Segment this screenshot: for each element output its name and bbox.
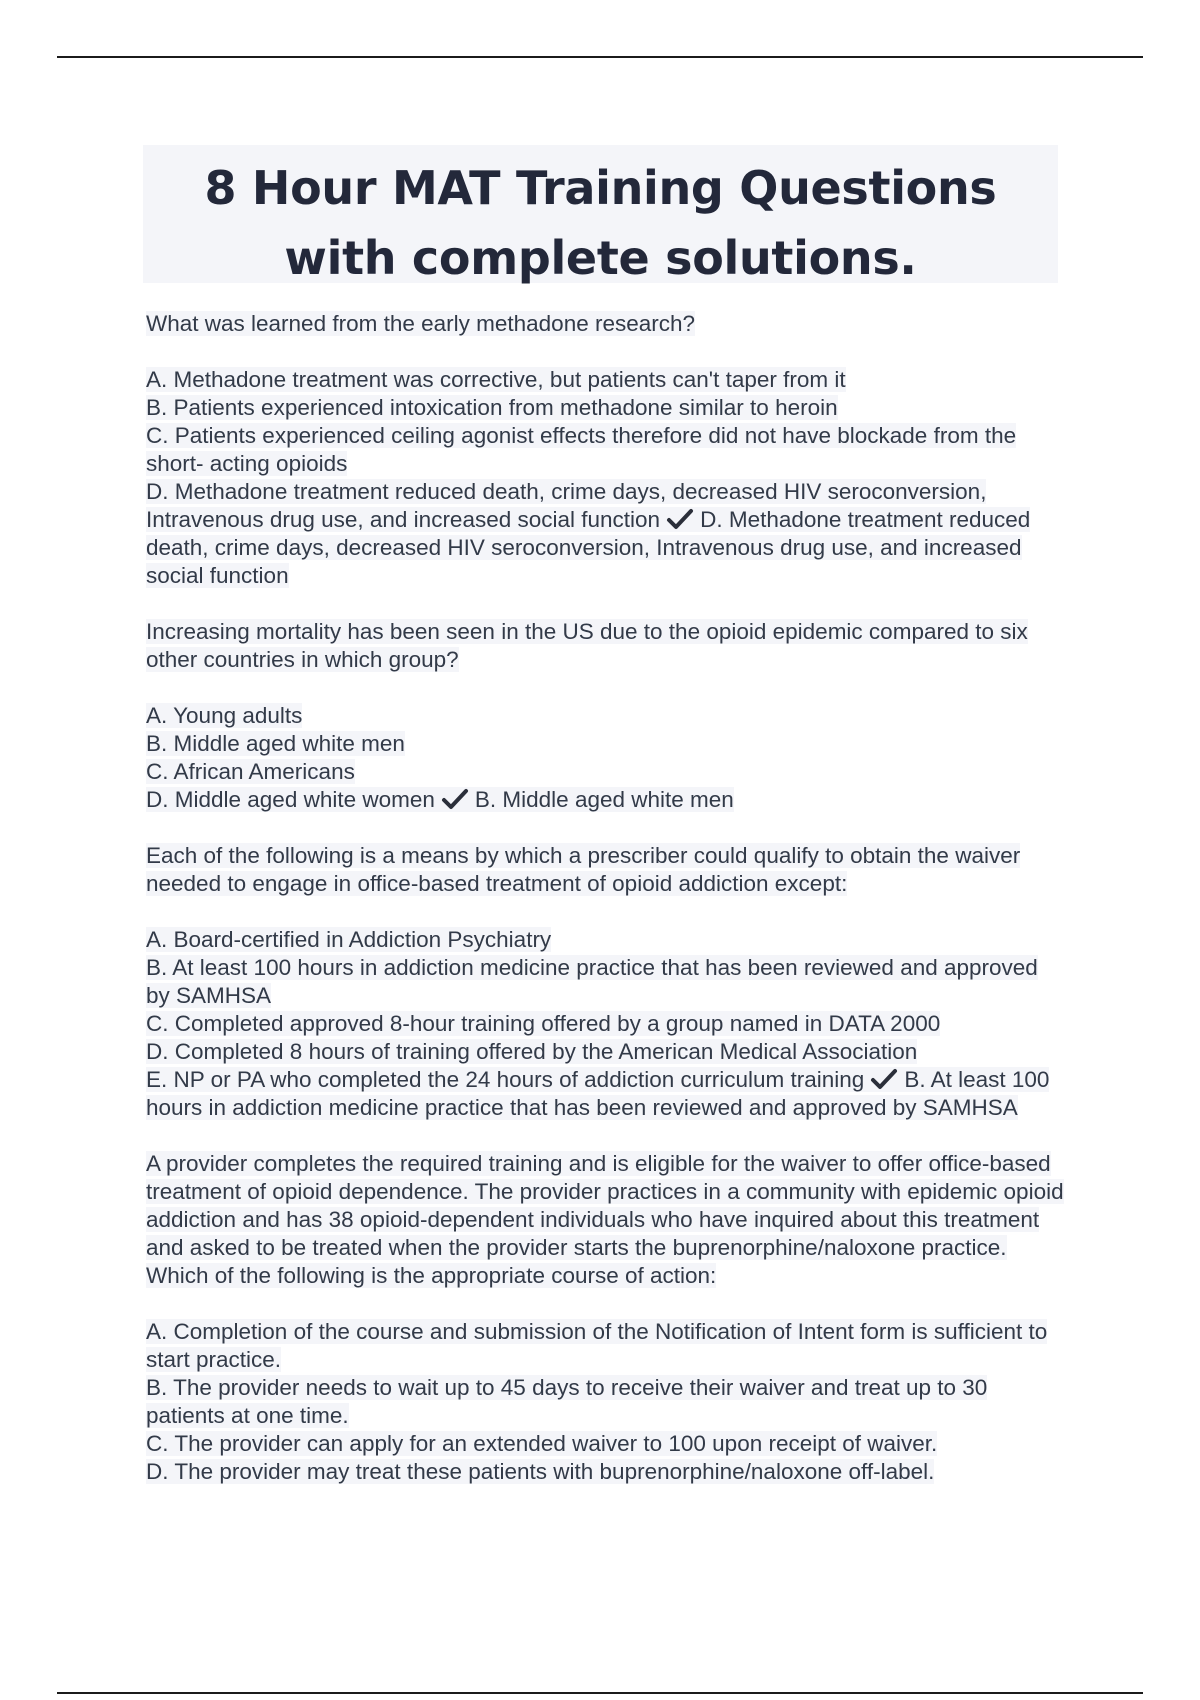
- option-c: C. The provider can apply for an extended waiver to 100 upon receipt of waiver.: [146, 1431, 938, 1456]
- option-a: A. Board-certified in Addiction Psychiatry: [146, 927, 552, 952]
- document-title: 8 Hour MAT Training Questions with complete solutions.: [204, 161, 997, 285]
- top-rule: [57, 56, 1143, 58]
- question-text: Each of the following is a means by which a prescriber could qualify to obtain the waiver needed to engage in office-based treatment of opioid addiction except:: [146, 843, 1021, 896]
- bottom-rule: [57, 1692, 1143, 1694]
- title-banner: [143, 145, 1058, 283]
- answer-text: B. At least 100 hours in addiction medicine practice that has been reviewed and approved by SAMHSA: [146, 1067, 1050, 1120]
- question-text: What was learned from the early methadone research?: [146, 311, 696, 336]
- option-c: C. Patients experienced ceiling agonist effects therefore did not have blockade from the short- acting opioids: [146, 423, 1017, 476]
- option-b: B. Middle aged white men: [146, 731, 405, 756]
- option-c: C. Completed approved 8-hour training offered by a group named in DATA 2000: [146, 1011, 941, 1036]
- question-block: [146, 618, 1066, 814]
- option-a: A. Young adults: [146, 703, 303, 728]
- option-d: D. The provider may treat these patients with buprenorphine/naloxone off-label.: [146, 1459, 935, 1484]
- check-mark-icon: [666, 508, 694, 530]
- option-d: D. Middle aged white women: [146, 787, 435, 812]
- answer-text: D. Methadone treatment reduced death, crime days, decreased HIV seroconversion, Intravenous drug use, and increased social function: [146, 507, 1031, 588]
- option-b: B. At least 100 hours in addiction medicine practice that has been reviewed and approved by SAMHSA: [146, 955, 1038, 1008]
- option-c: C. African Americans: [146, 759, 355, 784]
- answer-text: B. Middle aged white men: [474, 787, 734, 812]
- option-b: B. Patients experienced intoxication from methadone similar to heroin: [146, 395, 838, 420]
- check-mark-icon: [441, 788, 469, 810]
- question-text: Increasing mortality has been seen in the US due to the opioid epidemic compared to six other countries in which group?: [146, 619, 1028, 672]
- option-d: D. Completed 8 hours of training offered by the American Medical Association: [146, 1039, 918, 1064]
- question-block: [146, 310, 1066, 590]
- option-a: A. Completion of the course and submission of the Notification of Intent form is sufficient to start practice.: [146, 1319, 1048, 1372]
- check-mark-icon: [870, 1068, 898, 1090]
- document-body: [146, 310, 1066, 1486]
- option-b: B. The provider needs to wait up to 45 days to receive their waiver and treat up to 30 patients at one time.: [146, 1375, 988, 1428]
- option-e: E. NP or PA who completed the 24 hours of addiction curriculum training: [146, 1067, 865, 1092]
- question-block: [146, 842, 1066, 1122]
- question-text: A provider completes the required training and is eligible for the waiver to offer office-based treatment of opioid dependence. The provider practices in a community with epidemic opioid addiction and has 38 opioid-dependent individuals who have inquired about this treatment and asked to be treated when the provider starts the buprenorphine/naloxone practice. Which of the following is the appropriate course of action:: [146, 1151, 1064, 1288]
- question-block: [146, 1150, 1066, 1486]
- option-d: D. Methadone treatment reduced death, crime days, decreased HIV seroconversion, Intravenous drug use, and increased social function: [146, 479, 987, 532]
- option-a: A. Methadone treatment was corrective, but patients can't taper from it: [146, 367, 846, 392]
